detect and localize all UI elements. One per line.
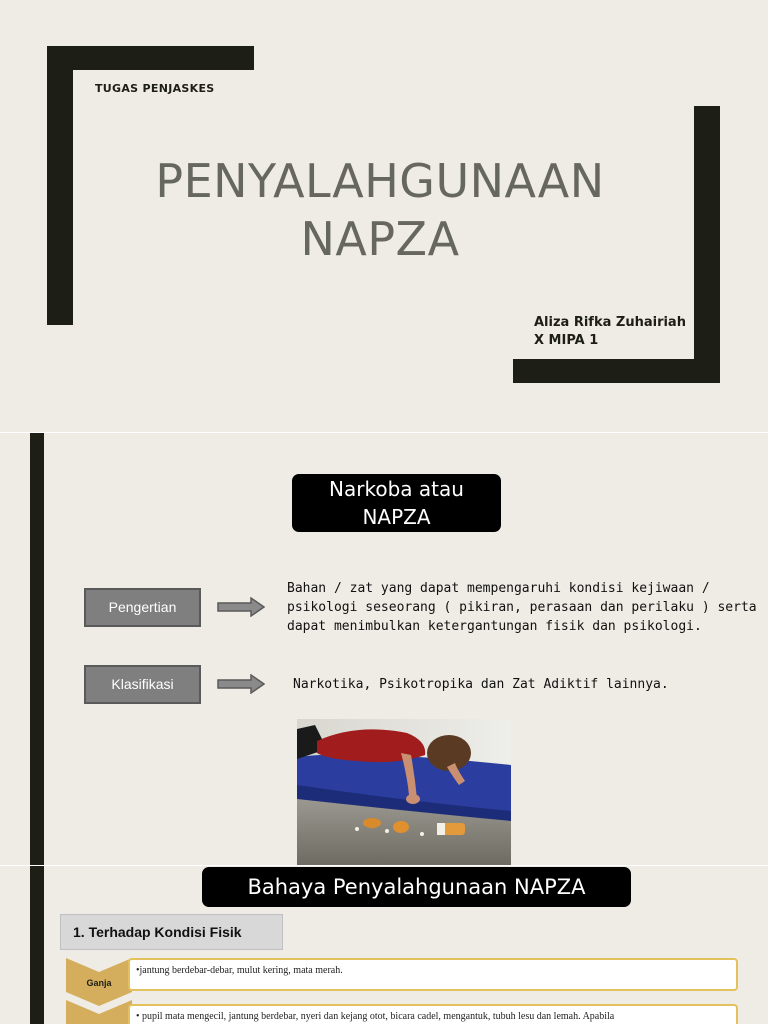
danger-slide bbox=[0, 866, 768, 1024]
label-pengertian: Pengertian bbox=[84, 588, 201, 627]
author-class: X MIPA 1 bbox=[534, 333, 599, 348]
course-label: TUGAS PENJASKES bbox=[95, 82, 215, 95]
page-title bbox=[120, 152, 640, 268]
pengertian-text bbox=[287, 579, 757, 636]
definition-slide bbox=[0, 433, 768, 865]
section-title: 1. Terhadap Kondisi Fisik bbox=[60, 914, 283, 950]
frame-left-bar bbox=[47, 46, 73, 325]
arrow-right-icon bbox=[217, 597, 265, 617]
chevron-down-icon bbox=[66, 1000, 132, 1024]
arrow-right-icon bbox=[217, 674, 265, 694]
pengertian-line-1: Bahan / zat yang dapat mempengaruhi kondisi kejiwaan / bbox=[287, 581, 710, 596]
title-line-2: NAPZA bbox=[300, 212, 460, 266]
item-label: Ganja bbox=[86, 978, 112, 988]
slide-heading bbox=[292, 474, 501, 532]
pengertian-line-3: dapat menimbulkan ketergantungan fisik dan psikologi. bbox=[287, 619, 702, 634]
frame-bottom-bar bbox=[513, 359, 720, 383]
heading-line-1: Narkoba atau bbox=[329, 477, 464, 501]
klasifikasi-text bbox=[293, 675, 669, 694]
item-description: •jantung berdebar-debar, mulut kering, mata merah. bbox=[128, 958, 738, 991]
item-description: • pupil mata mengecil, jantung berdebar, nyeri dan kejang otot, bicara cadel, mengantuk, tubuh lesu dan lemah. Apabila bbox=[128, 1004, 738, 1024]
slide-left-bar bbox=[30, 866, 44, 1024]
overdose-photo bbox=[297, 719, 511, 865]
author-block bbox=[534, 314, 686, 350]
frame-right-bar bbox=[694, 106, 720, 383]
title-line-1: PENYALAHGUNAAN bbox=[155, 154, 605, 208]
slide-heading: Bahaya Penyalahgunaan NAPZA bbox=[202, 867, 631, 907]
title-slide bbox=[0, 0, 768, 432]
label-klasifikasi: Klasifikasi bbox=[84, 665, 201, 704]
frame-top-bar bbox=[47, 46, 254, 70]
pengertian-line-2: psikologi seseorang ( pikiran, perasaan dan perilaku ) serta bbox=[287, 600, 757, 615]
klasifikasi-line-1: Narkotika, Psikotropika dan Zat Adiktif lainnya. bbox=[293, 677, 669, 692]
slide-left-bar bbox=[30, 433, 44, 865]
author-name: Aliza Rifka Zuhairiah bbox=[534, 315, 686, 330]
heading-line-2: NAPZA bbox=[362, 505, 431, 529]
